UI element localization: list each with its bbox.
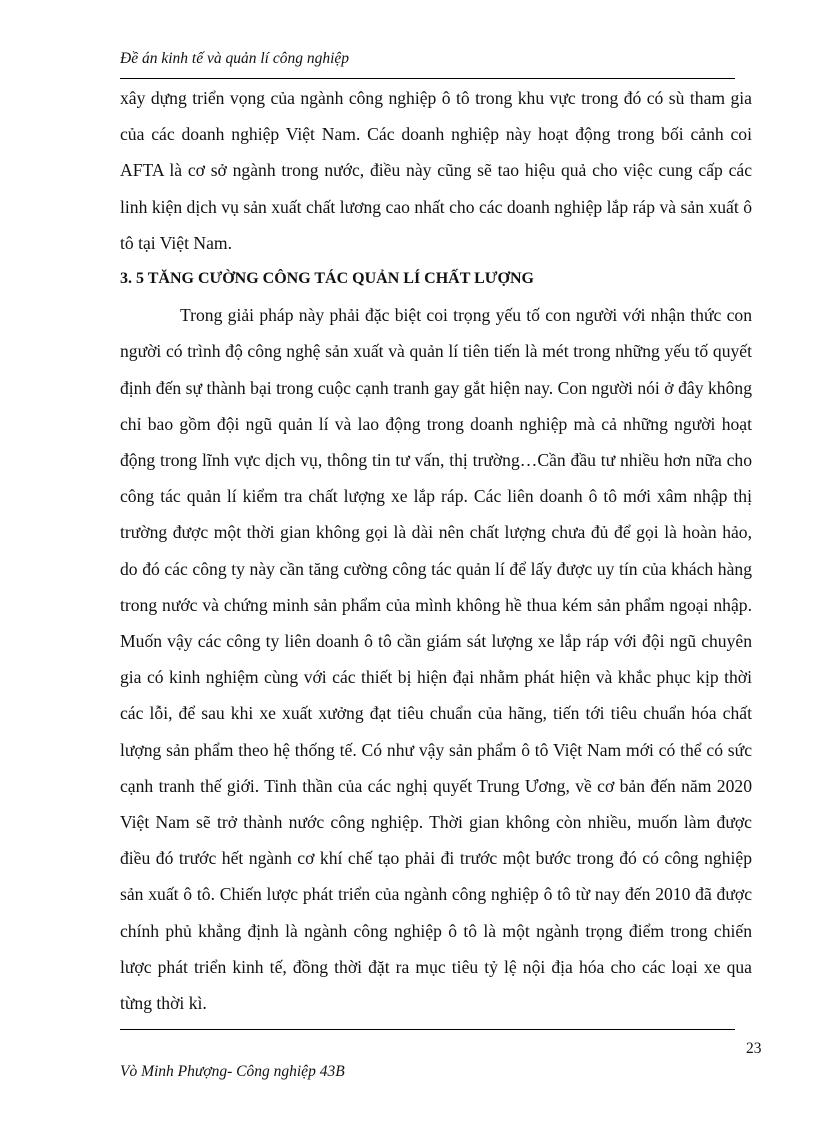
paragraph-1: xây dựng triển vọng của ngành công nghiệp ô tô trong khu vực trong đó có sù tham gia của các doanh nghiệp Việt Nam. Các doanh nghiệp này hoạt động trong bối cảnh coi AFTA là cơ sở ngành trong nước, điều này cũng sẽ tao hiệu quả cho việc cung cấp các linh kiện dịch vụ sản xuất chất lương cao nhất cho các doanh nghiệp lắp ráp và sản xuất ô tô tại Việt Nam. xyxy=(120,88,752,253)
footer-rule xyxy=(120,1029,735,1030)
section-heading: 3. 5 TĂNG CƯỜNG CÔNG TÁC QUẢN LÍ CHẤT LƯỢNG xyxy=(120,270,534,288)
header-rule xyxy=(120,78,735,79)
paragraph-2: Trong giải pháp này phải đặc biệt coi trọng yếu tố con người với nhận thức con người có trình độ công nghệ sản xuất và quản lí tiên tiến là mét trong những yếu tố quyết định đến sự thành bại trong cuộc cạnh tranh gay gắt hiện nay. Con người nói ở đây không chỉ bao gồm đội ngũ quản lí và lao động trong doanh nghiệp mà cả những người hoạt động trong lĩnh vực dịch vụ, thông tin tư vấn, thị trường…Cần đầu tư nhiều hơn nữa cho công tác quản lí kiểm tra chất lượng xe lắp ráp. Các liên doanh ô tô mới xâm nhập thị trường được một thời gian không gọi là dài nên chất lượng chưa đủ để gọi là hoàn hảo, do đó các công ty này cần tăng cường công tác quản lí để lấy được uy tín của khách hàng trong nước và chứng minh sản phẩm của mình không hề thua kém sản phẩm ngoại nhập. Muốn vậy các công ty liên doanh ô tô cần giám sát lượng xe lắp ráp với đội ngũ chuyên gia có kinh nghiệm cùng với các thiết bị hiện đại nhằm phát hiện và khắc phục kịp thời các lỗi, để sau khi xe xuất xưởng đạt tiêu chuẩn của hãng, tiến tới tiêu chuẩn hóa chất lượng sản phẩm theo hệ thống tế. Có như vậy sản phẩm ô tô Việt Nam mới có thể có sức cạnh tranh thế giới. Tinh thần của các nghị quyết Trung Ương, về cơ bản đến năm 2020 Việt Nam sẽ trở thành nước công nghiệp. Thời gian không còn nhiều, muốn làm được điều đó trước hết ngành cơ khí chế tạo phải đi trước một bước trong đó có công nghiệp sản xuất ô tô. Chiến lược phát triển của ngành công nghiệp ô tô từ nay đến 2010 đã được chính phủ khẳng định là ngành công nghiệp ô tô là một ngành trọng điểm trong chiến lược phát triển kinh tế, đồng thời đặt ra mục tiêu tỷ lệ nội địa hóa cho các loại xe qua từng thời kì. xyxy=(120,305,752,1014)
document-body xyxy=(120,80,752,1021)
running-header: Đề án kinh tế và quản lí công nghiệp xyxy=(120,50,350,67)
running-footer: Vò Minh Phượng- Công nghiệp 43B xyxy=(120,1063,345,1080)
page-number: 23 xyxy=(746,1040,762,1057)
